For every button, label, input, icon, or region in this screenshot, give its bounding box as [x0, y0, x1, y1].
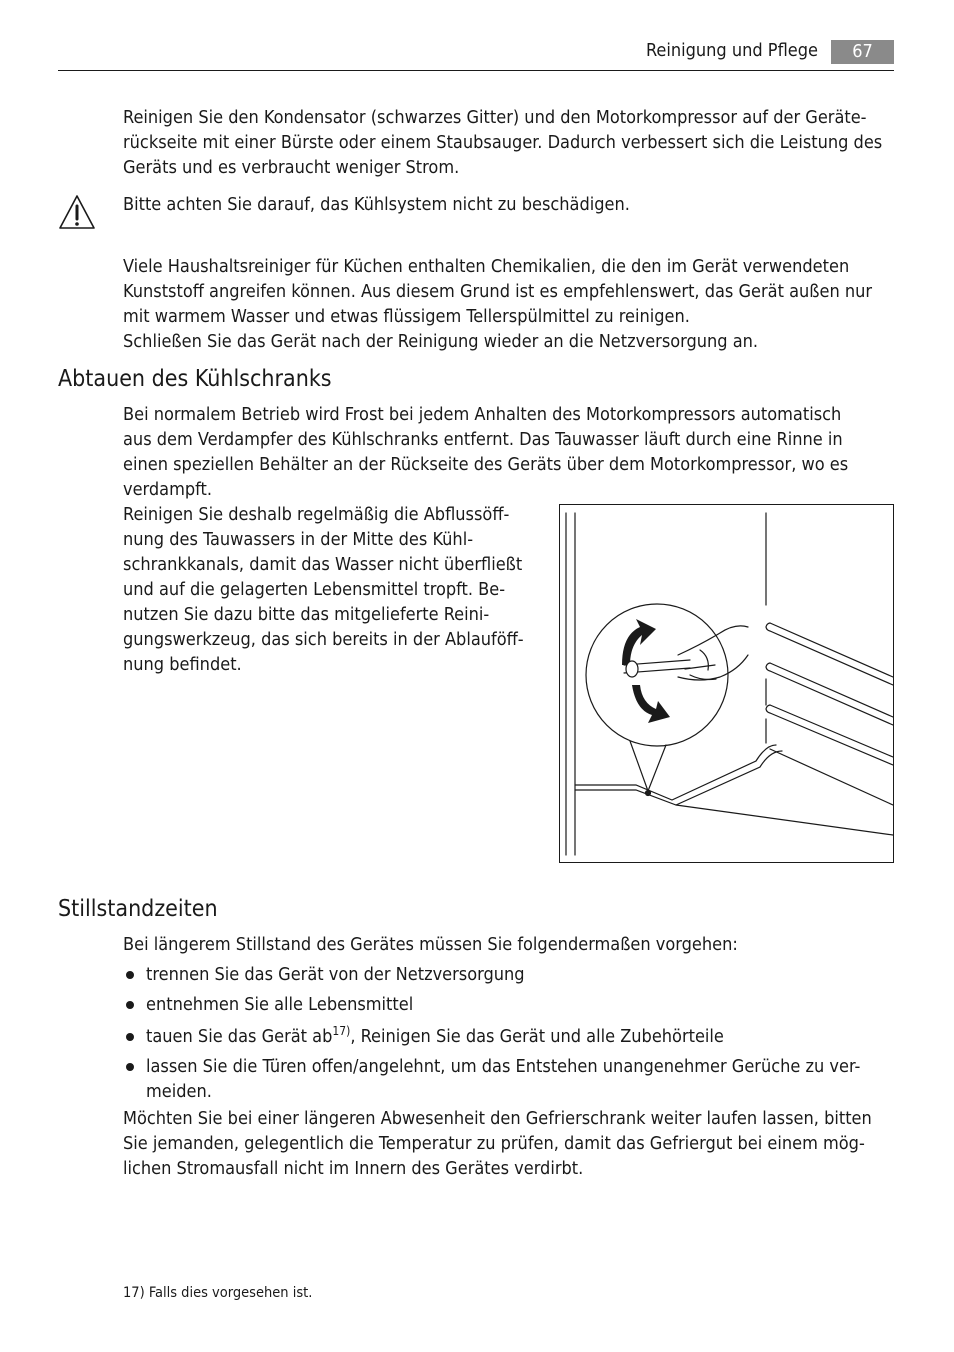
defrost-line: verdampft. — [123, 479, 213, 500]
list-item — [123, 1024, 903, 1049]
list-item-text: tauen Sie das Gerät ab — [146, 1026, 333, 1047]
list-item-text: , Reinigen Sie das Gerät und alle Zubehörteile — [350, 1026, 724, 1047]
defrost-line: aus dem Verdampfer des Kühlschranks entfernt. Das Tauwasser läuft durch eine Rinne in — [123, 429, 843, 450]
list-item-text: lassen Sie die Türen offen/angelehnt, um das Entstehen unangenehmer Gerüche zu ver- — [146, 1056, 861, 1077]
closing-line: Möchten Sie bei einer längeren Abwesenheit den Gefrierschrank weiter laufen lassen, bitten — [123, 1108, 872, 1129]
defrost-narrow-line: nung befindet. — [123, 654, 242, 675]
intro-line: Reinigen Sie den Kondensator (schwarzes Gitter) und den Motorkompressor auf der Geräte- — [123, 107, 867, 128]
defrost-narrow-line: gungswerkzeug, das sich bereits in der Ablauföff- — [123, 629, 524, 650]
defrost-illustration — [559, 504, 894, 863]
list-item-text: meiden. — [146, 1081, 212, 1102]
defrost-narrow-line: nutzen Sie dazu bitte das mitgelieferte Reini- — [123, 604, 490, 625]
defrost-narrow-line: schrankkanals, damit das Wasser nicht überfließt — [123, 554, 523, 575]
list-item — [123, 1054, 903, 1104]
section-heading-defrost: Abtauen des Kühlschranks — [58, 366, 332, 392]
intro-line: rückseite mit einer Bürste oder einem Staubsauger. Dadurch verbessert sich die Leistung des — [123, 132, 883, 153]
footnote: 17) Falls dies vorgesehen ist. — [123, 1285, 313, 1301]
detail-callout-circle — [586, 604, 728, 746]
standstill-steps-list — [123, 962, 903, 1104]
list-item — [123, 962, 903, 987]
intro-paragraph — [123, 105, 903, 180]
intro-line: Geräts und es verbraucht weniger Strom. — [123, 157, 460, 178]
defrost-narrow-line: Reinigen Sie deshalb regelmäßig die Abflussöff- — [123, 504, 510, 525]
cleaning-line: Viele Haushaltsreiniger für Küchen enthalten Chemikalien, die den im Gerät verwendeten — [123, 256, 850, 277]
header-title: Reinigung und Pflege — [645, 40, 818, 61]
shelf-rail — [770, 705, 893, 757]
drain-cleaning-illustration — [560, 505, 893, 862]
standstill-intro: Bei längerem Stillstand des Gerätes müssen Sie folgendermaßen vorgehen: — [123, 934, 738, 955]
defrost-line: Bei normalem Betrieb wird Frost bei jedem Anhalten des Motorkompressors automatisch — [123, 404, 842, 425]
section-heading-standstill: Stillstandzeiten — [58, 896, 218, 922]
rotate-arrow-up-icon — [622, 619, 656, 665]
header-rule — [58, 70, 894, 71]
defrost-paragraph — [123, 402, 903, 502]
rotate-arrow-down-icon — [632, 685, 670, 723]
defrost-narrow-line: nung des Tauwassers in der Mitte des Kühl- — [123, 529, 474, 550]
warning-text: Bitte achten Sie darauf, das Kühlsystem nicht zu beschädigen. — [123, 194, 630, 215]
shelf-rail — [770, 663, 893, 717]
footnote-ref: 17) — [332, 1024, 351, 1038]
cleaning-line: Schließen Sie das Gerät nach der Reinigung wieder an die Netzversorgung an. — [123, 331, 759, 352]
closing-line: lichen Stromausfall nicht im Innern des Gerätes verdirbt. — [123, 1158, 584, 1179]
closing-line: Sie jemanden, gelegentlich die Temperatur zu prüfen, damit das Gefriergut bei einem mög- — [123, 1133, 865, 1154]
water-channel — [575, 745, 776, 800]
warning-triangle-icon — [58, 194, 96, 230]
list-item — [123, 992, 903, 1017]
list-item-text: trennen Sie das Gerät von der Netzversorgung — [146, 964, 525, 985]
cleaning-note — [123, 254, 903, 354]
standstill-closing — [123, 1106, 903, 1181]
page-number: 67 — [831, 40, 894, 64]
cleaning-line: Kunststoff angreifen können. Aus diesem Grund ist es empfehlenswert, das Gerät außen nur — [123, 281, 873, 302]
cleaning-line: mit warmem Wasser und etwas flüssigem Tellerspülmittel zu reinigen. — [123, 306, 690, 327]
defrost-instruction — [123, 502, 543, 677]
defrost-line: einen speziellen Behälter an der Rückseite des Geräts über dem Motorkompressor, wo es — [123, 454, 849, 475]
list-item-text: entnehmen Sie alle Lebensmittel — [146, 994, 414, 1015]
shelf-rail — [770, 623, 893, 677]
defrost-narrow-line: und auf die gelagerten Lebensmittel tropft. Be- — [123, 579, 506, 600]
